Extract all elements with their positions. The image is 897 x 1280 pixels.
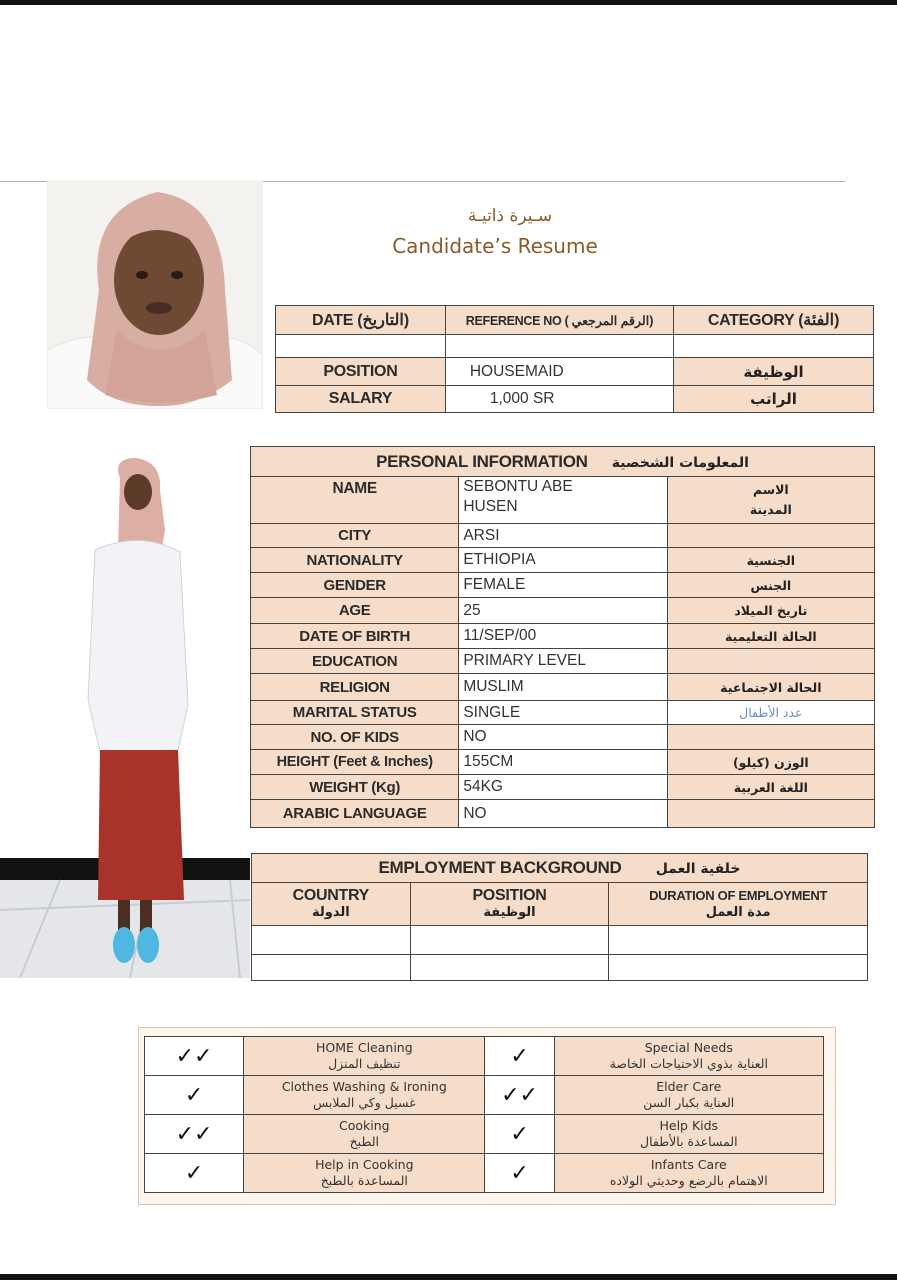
personal-info-table <box>250 446 875 828</box>
position-label: POSITION <box>276 358 446 386</box>
position-column-header <box>410 883 609 926</box>
skill-home-cleaning <box>244 1037 485 1076</box>
dob-value: 11/SEP/00 <box>459 624 667 649</box>
skill-help-in-cooking-label-arabic: المساعدة بالطبخ <box>320 1173 408 1188</box>
salary-label: SALARY <box>276 386 446 413</box>
arabic-language-value: NO <box>459 800 667 828</box>
skill-help-kids-label: Help Kids <box>659 1118 719 1133</box>
skill-special-needs-label-arabic: العناية بذوي الاحتياجات الخاصة <box>609 1056 768 1071</box>
top-info-table <box>275 305 874 413</box>
weight-value: 54KG <box>459 775 667 800</box>
country-column-label-arabic: الدولة <box>312 905 350 920</box>
city-arabic <box>667 524 874 548</box>
skill-clothes-washing <box>244 1076 485 1115</box>
weight-arabic: اللغة العربية <box>667 775 874 800</box>
skill-help-kids <box>554 1115 823 1154</box>
religion-arabic: الحالة الاجتماعية <box>667 674 874 701</box>
date-label: DATE (التاريخ) <box>276 306 446 335</box>
skill-special-needs <box>554 1037 823 1076</box>
employment-row-1-position <box>410 926 609 955</box>
height-arabic: الوزن (كيلو) <box>667 750 874 775</box>
skill-infants-care-label: Infants Care <box>650 1157 727 1172</box>
nationality-arabic: الجنسية <box>667 548 874 573</box>
age-label: AGE <box>251 598 459 624</box>
age-value: 25 <box>459 598 667 624</box>
duration-column-label: DURATION OF EMPLOYMENT <box>649 888 828 903</box>
position-value: HOUSEMAID <box>445 358 673 386</box>
age-arabic: تاريخ الميلاد <box>667 598 874 624</box>
personal-info-title-arabic: المعلومات الشخصية <box>611 454 749 471</box>
city-value: ARSI <box>459 524 667 548</box>
employment-title-arabic: خلفية العمل <box>655 861 741 877</box>
employment-row-1-duration <box>609 926 868 955</box>
skill-cooking-label-arabic: الطبخ <box>349 1134 379 1149</box>
candidate-full-body-photo <box>0 430 250 978</box>
duration-column-label-arabic: مدة العمل <box>705 905 771 920</box>
arabic-language-label: ARABIC LANGUAGE <box>251 800 459 828</box>
dob-arabic: الحالة التعليمية <box>667 624 874 649</box>
skill-special-needs-label: Special Needs <box>644 1040 733 1055</box>
gender-value: FEMALE <box>459 573 667 598</box>
employment-row-2-duration <box>609 955 868 981</box>
nationality-label: NATIONALITY <box>251 548 459 573</box>
skill-help-in-cooking <box>244 1154 485 1193</box>
employment-header <box>252 854 868 883</box>
employment-row-1-country <box>252 926 411 955</box>
skill-check-clothes-washing: ✓ <box>145 1076 244 1115</box>
skill-check-help-in-cooking: ✓ <box>145 1154 244 1193</box>
salary-value: 1,000 SR <box>445 386 673 413</box>
arabic-language-arabic <box>667 800 874 828</box>
dob-label: DATE OF BIRTH <box>251 624 459 649</box>
duration-column-header <box>609 883 868 926</box>
salary-arabic: الراتب <box>673 386 873 413</box>
skill-clothes-washing-label: Clothes Washing & Ironing <box>281 1079 447 1094</box>
religion-value: MUSLIM <box>459 674 667 701</box>
skill-home-cleaning-label: HOME Cleaning <box>315 1040 413 1055</box>
skill-check-elder-care: ✓✓ <box>485 1076 554 1115</box>
candidate-headshot-photo <box>47 180 263 409</box>
skill-elder-care <box>554 1076 823 1115</box>
kids-arabic <box>667 725 874 750</box>
position-column-label-arabic: الوظيفة <box>483 905 536 920</box>
reference-label: REFERENCE NO ( الرقم المرجعي) <box>445 306 673 335</box>
skill-help-in-cooking-label: Help in Cooking <box>315 1157 414 1172</box>
kids-value: NO <box>459 725 667 750</box>
name-label: NAME <box>251 477 459 524</box>
employment-row-2-country <box>252 955 411 981</box>
country-column-header <box>252 883 411 926</box>
skill-check-special-needs: ✓ <box>485 1037 554 1076</box>
position-arabic: الوظيفة <box>673 358 873 386</box>
gender-arabic: الجنس <box>667 573 874 598</box>
reference-value <box>445 335 673 358</box>
top-border <box>0 0 897 5</box>
kids-label: NO. OF KIDS <box>251 725 459 750</box>
gender-label: GENDER <box>251 573 459 598</box>
bottom-border <box>0 1274 897 1280</box>
category-label: CATEGORY (الفئة) <box>673 306 873 335</box>
city-label: CITY <box>251 524 459 548</box>
religion-label: RELIGION <box>251 674 459 701</box>
personal-info-title: PERSONAL INFORMATION <box>376 451 588 471</box>
skill-infants-care <box>554 1154 823 1193</box>
employment-table <box>251 853 868 981</box>
position-column-label: POSITION <box>472 887 547 904</box>
date-value <box>276 335 446 358</box>
title-arabic: سـيرة ذاتيـة <box>467 206 553 226</box>
category-value <box>673 335 873 358</box>
education-label: EDUCATION <box>251 649 459 674</box>
skill-cooking-label: Cooking <box>339 1118 390 1133</box>
employment-title: EMPLOYMENT BACKGROUND <box>378 858 622 877</box>
skill-help-kids-label-arabic: المساعدة بالأطفال <box>639 1134 738 1149</box>
skill-check-infants-care: ✓ <box>485 1154 554 1193</box>
skill-elder-care-label: Elder Care <box>656 1079 722 1094</box>
skill-cooking <box>244 1115 485 1154</box>
height-value: 155CM <box>459 750 667 775</box>
title-english: Candidate’s Resume <box>392 234 598 258</box>
skill-elder-care-label-arabic: العناية بكبار السن <box>643 1095 735 1110</box>
education-value: PRIMARY LEVEL <box>459 649 667 674</box>
skill-infants-care-label-arabic: الاهتمام بالرضع وحديثي الولاده <box>609 1173 768 1188</box>
skill-check-help-kids: ✓ <box>485 1115 554 1154</box>
skill-check-cooking: ✓✓ <box>145 1115 244 1154</box>
marital-status-value: SINGLE <box>459 701 667 725</box>
education-arabic <box>667 649 874 674</box>
skill-home-cleaning-label-arabic: تنظيف المنزل <box>328 1056 401 1071</box>
height-label: HEIGHT (Feet & Inches) <box>251 750 459 775</box>
country-column-label: COUNTRY <box>292 887 370 904</box>
employment-row-2-position <box>410 955 609 981</box>
skills-table <box>144 1036 824 1193</box>
marital-status-label: MARITAL STATUS <box>251 701 459 725</box>
weight-label: WEIGHT (Kg) <box>251 775 459 800</box>
skill-check-home-cleaning: ✓✓ <box>145 1037 244 1076</box>
personal-info-header <box>251 447 875 477</box>
skill-clothes-washing-label-arabic: غسيل وكي الملابس <box>312 1095 416 1110</box>
name-arabic: الاسم المدينة <box>667 477 874 524</box>
marital-status-arabic: عدد الأطفال <box>667 701 874 725</box>
nationality-value: ETHIOPIA <box>459 548 667 573</box>
name-value: SEBONTU ABE HUSEN <box>459 477 667 524</box>
